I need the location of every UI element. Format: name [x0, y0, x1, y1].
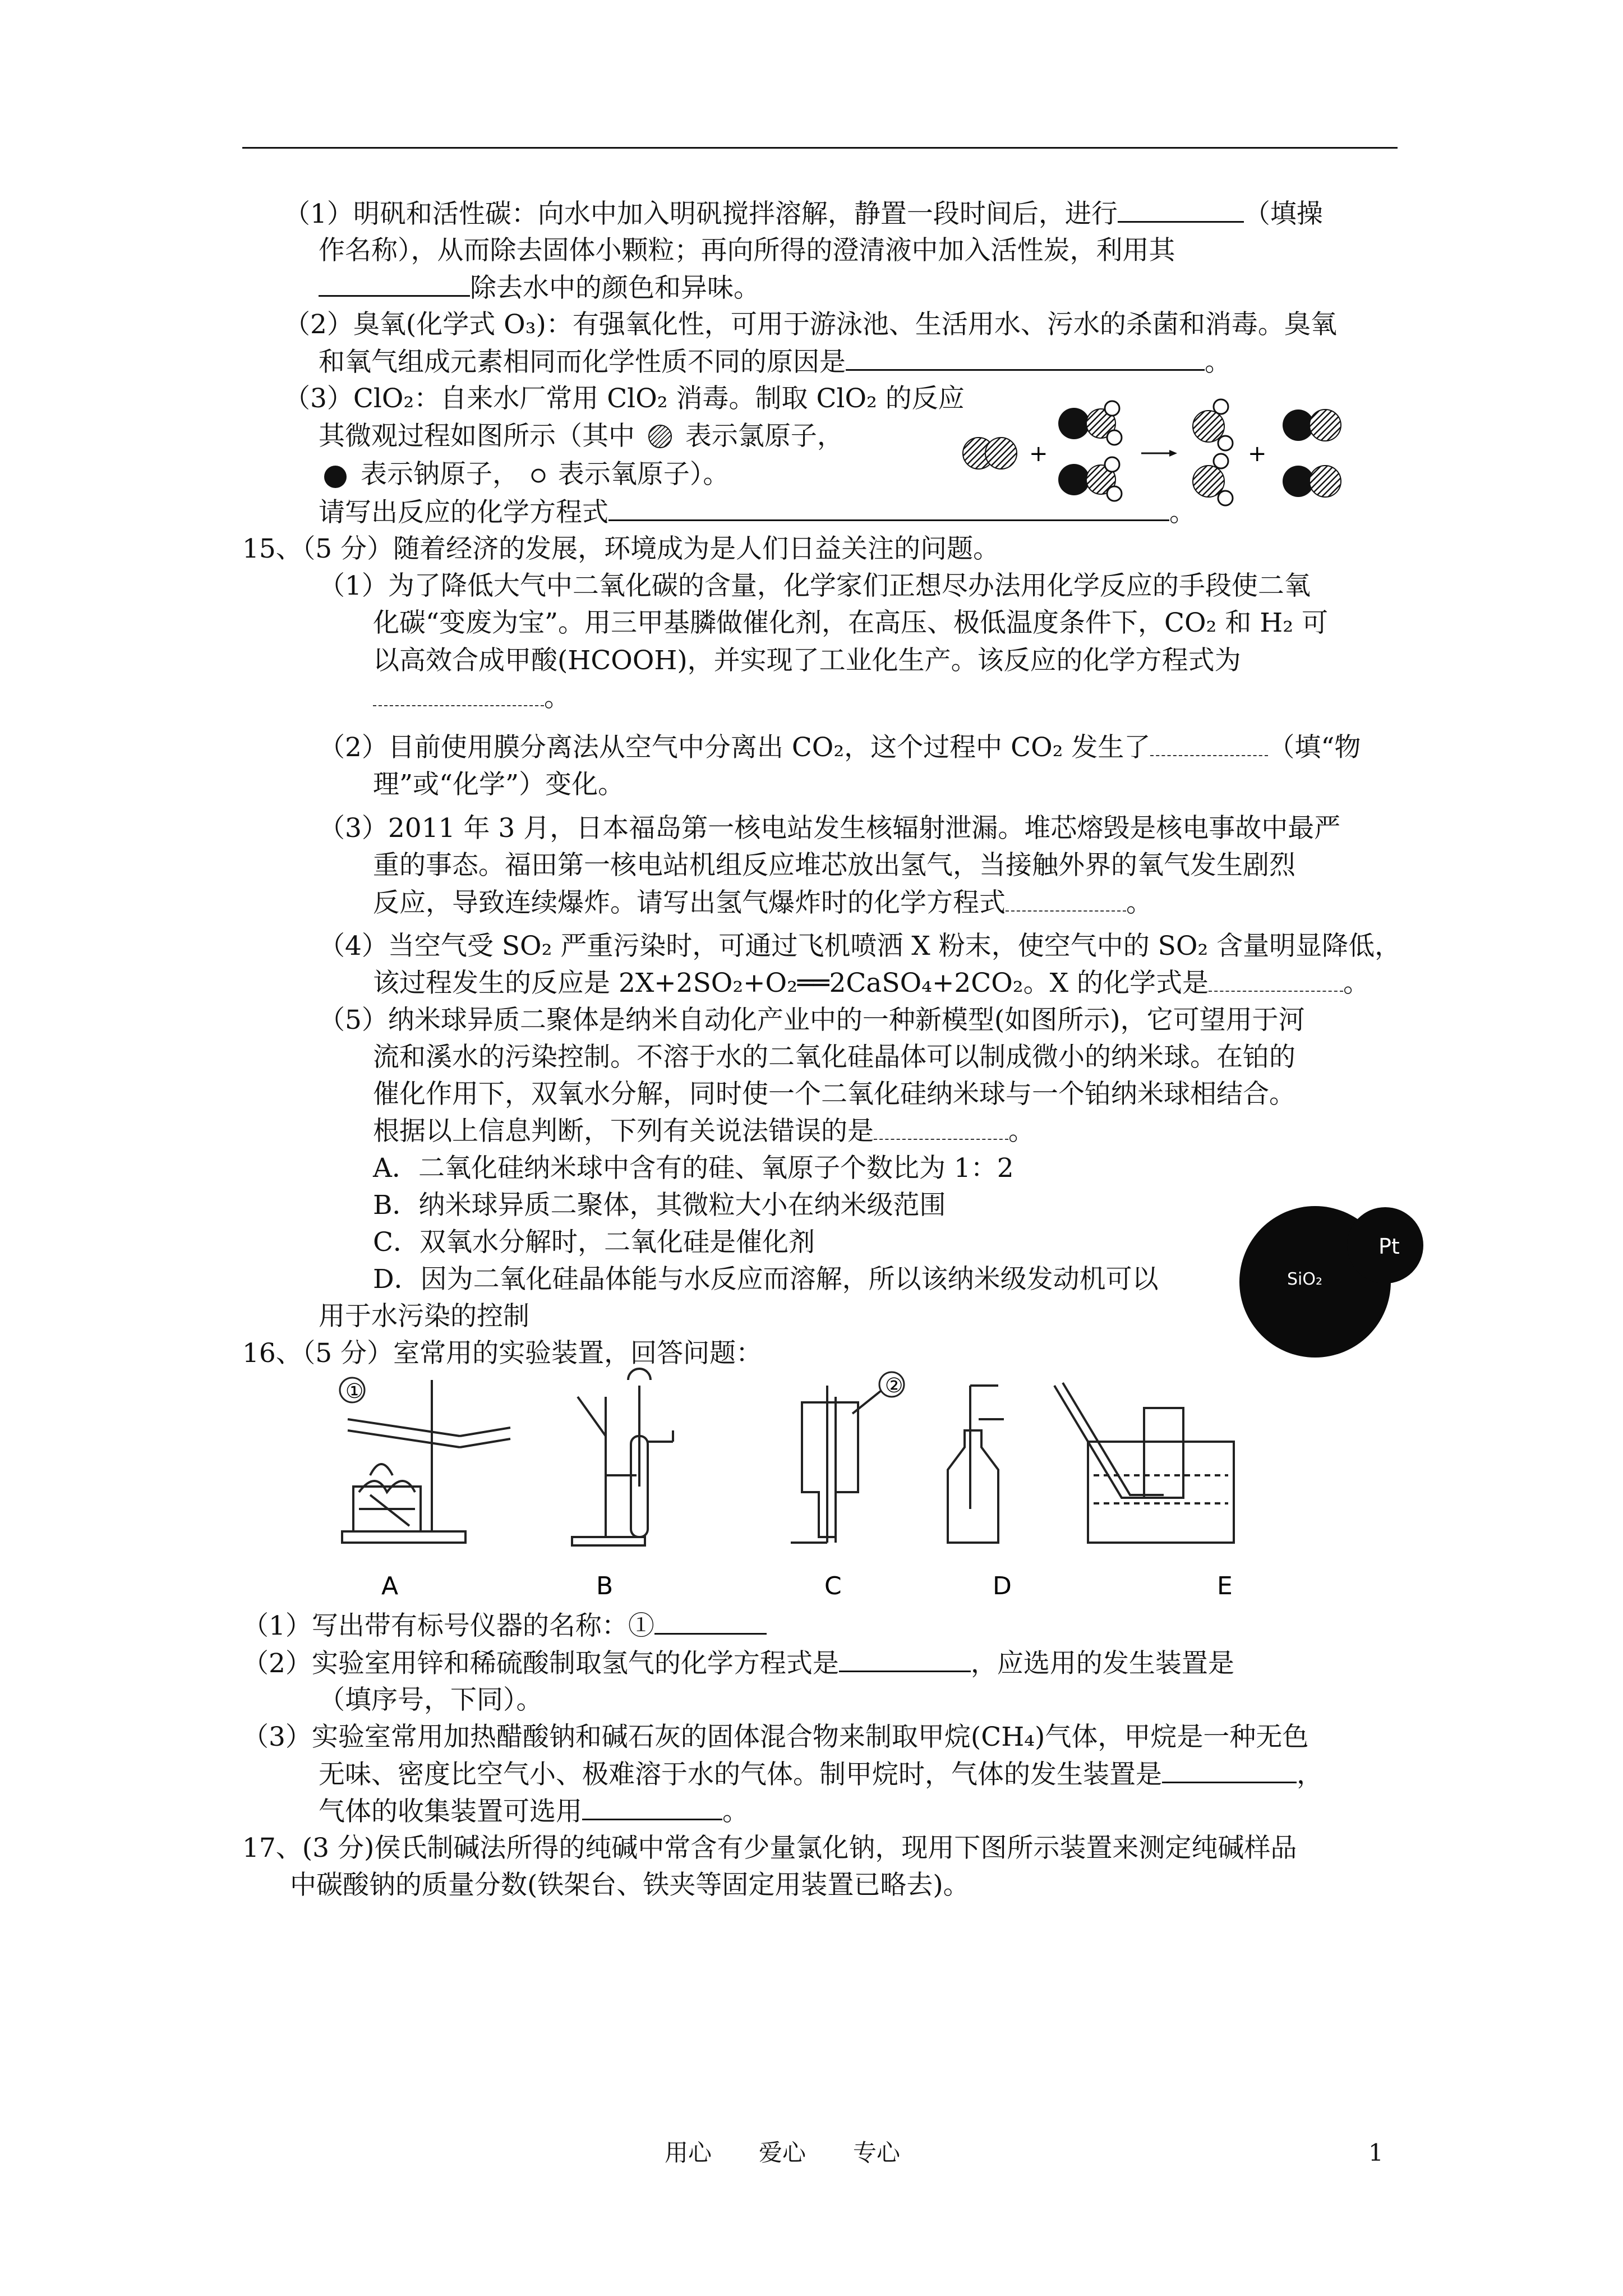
sio2-label: SiO₂ [1287, 1269, 1323, 1289]
q15-p2-line2: 理”或“化学”）变化。 [373, 769, 625, 800]
nacl-molecule-icon [1283, 466, 1341, 497]
answer-blank[interactable] [654, 1607, 767, 1635]
q15-p5-line1: （5）纳米球异质二聚体是纳米自动化产业中的一种新模型(如图所示)，它可望用于河 [319, 1005, 1305, 1036]
reaction-micro-diagram [962, 393, 1366, 505]
q15-option-d-line1: D．因为二氧化硅晶体能与水反应而溶解，所以该纳米级发动机可以 [373, 1264, 1159, 1295]
apparatus-label-a: A [381, 1572, 399, 1600]
q15-p3-line3: 反应，导致连续爆炸。请写出氢气爆炸时的化学方程式 。 [373, 885, 1152, 922]
lab-apparatus-figure [325, 1374, 1279, 1610]
q15-p2-line1: （2）目前使用膜分离法从空气中分离出 CO₂，这个过程中 CO₂ 发生了 （填“物 [319, 729, 1361, 766]
q15-p5-line4: 根据以上信息判断，下列有关说法错误的是 。 [373, 1113, 1035, 1150]
q17-line2: 中碳酸钠的质量分数(铁架台、铁夹等固定用装置已略去)。 [290, 1870, 970, 1901]
pt-label: Pt [1378, 1234, 1400, 1259]
q15-option-b: B．纳米球异质二聚体，其微粒大小在纳米级范围 [373, 1190, 946, 1221]
q15-p4-line1: （4）当空气受 SO₂ 严重污染时，可通过飞机喷洒 X 粉末，使空气中的 SO₂ 含量明显降低， [319, 931, 1401, 961]
q15-p3-line2: 重的事态。福田第一核电站机组反应堆芯放出氢气，当接触外界的氧气发生剧烈 [373, 850, 1295, 881]
answer-blank[interactable] [582, 1793, 722, 1820]
q15-p4-line2: 该过程发生的反应是 2X+2SO₂+O₂══2CaSO₄+2CO₂。X 的化学式是 。 [373, 965, 1370, 1002]
q14-p3-line1: （3）ClO₂：自来水厂常用 ClO₂ 消毒。制取 ClO₂ 的反应 [284, 383, 965, 414]
q15-p1-line3: 以高效合成甲酸(HCOOH)，并实现了工业化生产。该反应的化学方程式为 [373, 645, 1241, 676]
q15-option-c: C．双氧水分解时，二氧化硅是催化剂 [373, 1227, 815, 1258]
reaction-arrow-icon [1141, 450, 1177, 457]
naclo2-molecule-icon [1058, 401, 1122, 445]
apparatus-label-e: E [1217, 1572, 1233, 1600]
nacl-molecule-icon [1283, 409, 1341, 441]
q15-option-d-line2: 用于水污染的控制 [319, 1301, 529, 1332]
answer-blank[interactable] [1209, 965, 1343, 992]
footer-motto: 用心 爱心 专心 [665, 2139, 901, 2166]
answer-blank[interactable] [1150, 729, 1268, 756]
answer-blank[interactable] [373, 679, 544, 706]
q14-p1-line3: 除去水中的颜色和异味。 [319, 269, 760, 307]
sodium-atom-legend-icon [319, 462, 352, 490]
q15-p1-line4: 。 [373, 679, 570, 716]
q15-p1-line1: （1）为了降低大气中二氧化碳的含量，化学家们正想尽办法用化学反应的手段使二氧 [319, 570, 1311, 601]
chlorine-atom-legend-icon [643, 424, 677, 452]
apparatus-label-d: D [993, 1572, 1012, 1600]
q14-p2-line1: （2）臭氧(化学式 O₃)：有强氧化性，可用于游泳池、生活用水、污水的杀菌和消毒。臭氧 [284, 309, 1337, 340]
q16-p1: （1）写出带有标号仪器的名称：① [242, 1607, 767, 1645]
nanosphere-dimer-figure [1234, 1192, 1424, 1360]
q16-p2-line1: （2）实验室用锌和稀硫酸制取氢气的化学方程式是 ，应选用的发生装置是 [242, 1645, 1234, 1682]
clo2-molecule-icon [1193, 454, 1233, 505]
answer-blank[interactable] [846, 343, 1205, 371]
q16-p3-line1: （3）实验室常用加热醋酸钠和碱石灰的固体混合物来制取甲烷(CH₄)气体，甲烷是一种无色 [242, 1722, 1309, 1752]
q14-p1-line2: 作名称），从而除去固体小颗粒；再向所得的澄清液中加入活性炭，利用其 [319, 235, 1175, 266]
q14-p3-line2: 其微观过程如图所示（其中 表示氯原子， [319, 421, 843, 452]
q14-p3-line4: 请写出反应的化学方程式 。 [319, 494, 1196, 531]
q16-p3-line3: 气体的收集装置可选用 。 [319, 1793, 749, 1830]
apparatus-d [948, 1386, 1004, 1543]
answer-blank[interactable] [319, 269, 470, 297]
answer-blank[interactable] [874, 1113, 1008, 1140]
q16-p3-line2: 无味、密度比空气小、极难溶于水的气体。制甲烷时，气体的发生装置是 ， [319, 1756, 1323, 1793]
apparatus-c [791, 1386, 880, 1543]
q15-p5-line3: 催化作用下，双氧水分解，同时使一个二氧化硅纳米球与一个铂纳米球相结合。 [373, 1079, 1295, 1110]
q15-p5-line2: 流和溪水的污染控制。不溶于水的二氧化硅晶体可以制成微小的纳米球。在铂的 [373, 1042, 1295, 1073]
q14-p1-line1: （1）明矾和活性碳：向水中加入明矾搅拌溶解，静置一段时间后，进行 （填操 [284, 195, 1323, 233]
apparatus-label-b: B [596, 1572, 614, 1600]
clo2-molecule-icon [1193, 399, 1233, 450]
q16-heading: 16、（5 分）室常用的实验装置，回答问题： [242, 1338, 763, 1369]
q15-heading: 15、（5 分）随着经济的发展，环境成为是人们日益关注的问题。 [242, 533, 1000, 564]
plus-sign: + [1029, 441, 1048, 467]
plus-sign: + [1248, 441, 1267, 467]
oxygen-atom-legend-icon [527, 462, 550, 490]
apparatus-label-c: C [824, 1572, 842, 1600]
naclo2-molecule-icon [1058, 457, 1122, 501]
apparatus-a [342, 1380, 510, 1543]
label-1: ① [345, 1380, 364, 1403]
answer-blank[interactable] [1162, 1756, 1297, 1783]
q15-p1-line2: 化碳“变废为宝”。用三甲基膦做催化剂，在高压、极低温度条件下，CO₂ 和 H₂ 可 [373, 608, 1329, 638]
q17-line1: 17、(3 分)侯氏制碱法所得的纯碱中常含有少量氯化钠，现用下图所示装置来测定纯碱样品 [242, 1833, 1297, 1864]
q15-option-a: A．二氧化硅纳米球中含有的硅、氧原子个数比为 1：2 [373, 1153, 1014, 1184]
q15-p3-line1: （3）2011 年 3 月，日本福岛第一核电站发生核辐射泄漏。堆芯熔毁是核电事故中最严 [319, 813, 1341, 844]
label-2: ② [885, 1374, 903, 1397]
answer-blank[interactable] [1118, 195, 1244, 223]
apparatus-e [1054, 1383, 1234, 1543]
q14-p2-line2: 和氧气组成元素相同而化学性质不同的原因是 。 [319, 343, 1231, 381]
page-number: 1 [1368, 2139, 1384, 2166]
apparatus-b [572, 1369, 673, 1545]
header-rule [242, 147, 1398, 149]
q16-p2-line2: （填序号，下同）。 [319, 1685, 543, 1715]
answer-blank[interactable] [839, 1645, 971, 1672]
cl2-molecule-icon [963, 438, 1017, 469]
answer-blank[interactable] [1006, 885, 1126, 912]
q14-p3-line3: 表示钠原子， 表示氧原子）。 [319, 456, 729, 493]
